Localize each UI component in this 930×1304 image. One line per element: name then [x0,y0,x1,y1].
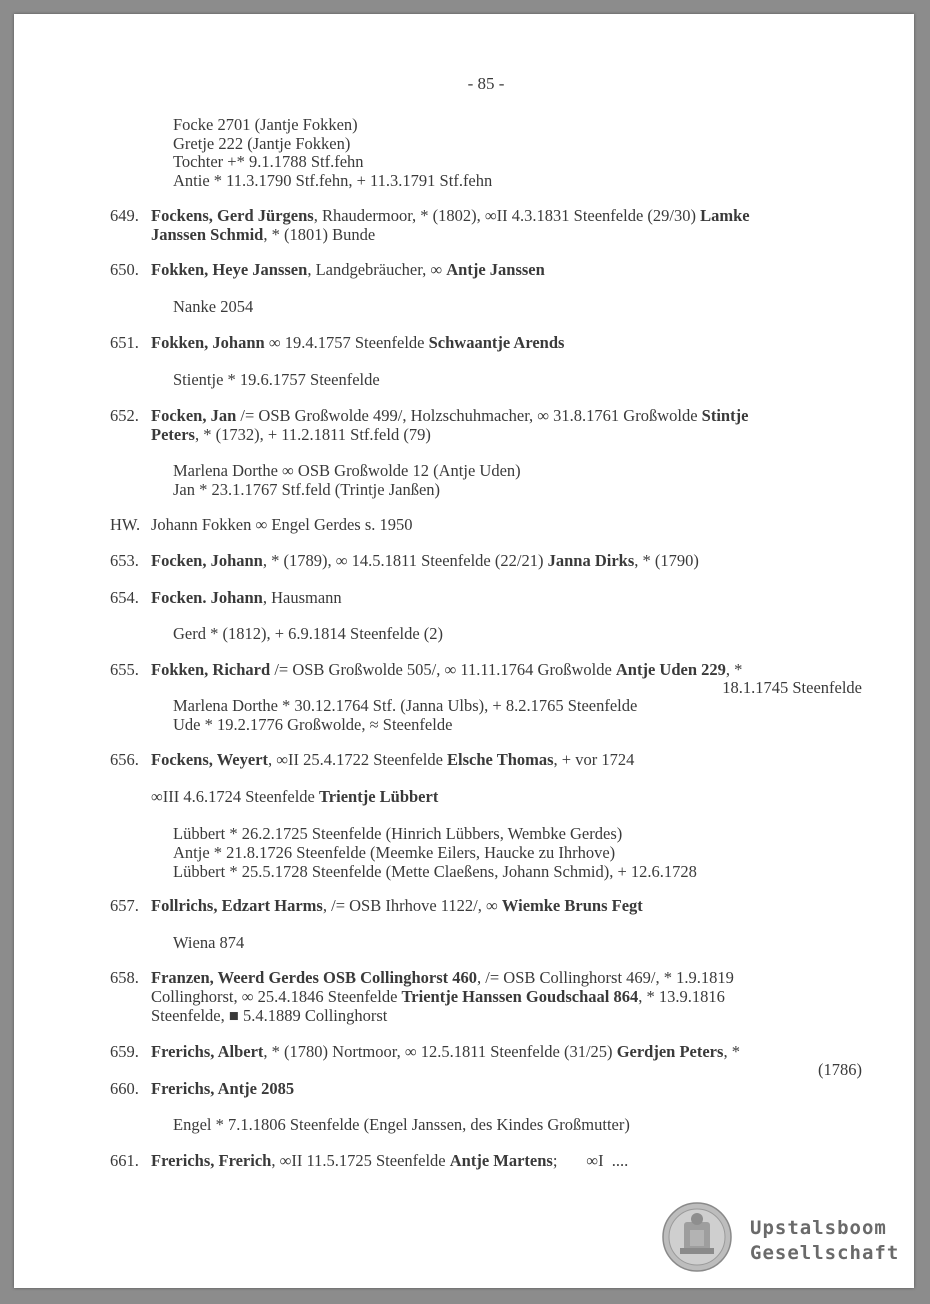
entry-name: Focken. Johann [151,588,263,607]
entry-name: Follrichs, Edzart Harms [151,896,323,915]
spouse-name: Trientje Lübbert [319,787,439,806]
spouse-name: Peters [151,425,195,444]
wrapped-date: 18.1.1745 Steenfelde [722,678,862,697]
entry-number: 658. [110,968,139,987]
entry-number: 654. [110,588,139,607]
entry-number: 650. [110,260,139,279]
entry-number: 661. [110,1151,139,1170]
entry-name: Franzen, Weerd Gerdes OSB Collinghorst 460 [151,968,478,987]
document-page: - 85 - Focke 2701 (Jantje Fokken) Gretje 222 (Jantje Fokken) Tochter +* 9.1.1788 Stf.fehn Antie * 11.3.1790 Stf.fehn, + 11.3.1791 Stf.fehn 649. Fockens, Gerd Jürgens, Rhaudermoor, * (1802), ∞II 4.3.1831 Steenfelde (29/30) Lamke Janssen Schmid, * (1801) Bunde 650. Fokken, Heye Janssen, Landgebräucher, ∞ Antje Janssen Nanke 2054 651. Fokken, Johann ∞ 19.4.1757 Steenfelde Schwaantje Arends Stientje * 19.6.1757 Steenfelde 652. Focken, Jan /= OSB Großwolde 499/, Holzschuhmacher, ∞ 31.8.1761 Großwolde Stintje Peters, * (1732), + 11.2.1811 Stf.feld (79) Marlena Dorthe ∞ OSB Großwolde 12 (Antje Uden) Jan * 23.1.1767 Stf.feld (Trintje Janßen) HW. Johann Fokken ∞ Engel Gerdes s. 1950 653. Focken, Johann, * (1789), ∞ 14.5.1811 Steenfelde (22/21) Janna Dirks, * (1790) 654. Focken. Johann, Hausmann Gerd * (1812), + 6.9.1814 Steenfelde (2) 655. Fokken, Richard /= OSB Großwolde 505/, ∞ 11.11.1764 Großwolde Antje Uden 229, * 18.1.1745 Steenfelde Marlena Dorthe * 30.12.1764 Stf. (Janna Ulbs), + 8.2.1765 Steenfelde Ude * 19.2.1776 Großwolde, ≈ Steenfelde 656. Fockens, Weyert, ∞II 25.4.1722 Steenfelde Elsche Thomas, + vor 1724 ∞III 4.6.1724 Steenfelde Trientje Lübbert Lübbert * 26.2.1725 Steenfelde (Hinrich Lübbers, Wembke Gerdes) Antje * 21.8.1726 Steenfelde (Meemke Eilers, Haucke zu Ihrhove) Lübbert * 25.5.1728 Steenfelde (Mette Claeßens, Johann Schmid), + 12.6.1728 657. Follrichs, Edzart Harms, /= OSB Ihrhove 1122/, ∞ Wiemke Bruns Fegt Wiena 874 658. Franzen, Weerd Gerdes OSB Collinghorst 460, /= OSB Collinghorst 469/, * 1.9.1819 Collinghorst, ∞ 25.4.1846 Steenfelde Trientje Hanssen Goudschaal 864, * 13.9.1816 Steenfelde, ■ 5.4.1889 Collinghorst 659. Frerichs, Albert, * (1780) Nortmoor, ∞ 12.5.1811 Steenfelde (31/25) Gerdjen Peters, * (1786) 660. Frerichs, Antje 2085 Engel * 7.1.1806 Steenfelde (Engel Janssen, des Kindes Großmutter) 661. Frerichs, Frerich, ∞II 11.5.1725 Steenfelde Antje Martens; ∞I .... Upstalsboom Gesellschaft [14,14,914,1288]
spouse-name: Lamke [700,206,750,225]
wrapped-date: (1786) [818,1060,862,1079]
entry-number: 649. [110,206,139,225]
entry-name: Focken, Johann [151,551,263,570]
entry-number: 652. [110,406,139,425]
logo-line2: Gesellschaft [750,1242,900,1264]
spouse-name: Janssen Schmid [151,225,264,244]
spouse-name: Trientje Hanssen Goudschaal 864 [401,987,639,1006]
spouse-name: Schwaantje Arends [428,333,565,352]
spouse-name: Antje Janssen [446,260,545,279]
entry-name: Fokken, Richard [151,660,271,679]
entry-name: Focken, Jan [151,406,237,425]
page-number: - 85 - [467,74,505,93]
entry-number: HW. [110,515,141,534]
entry-name: Frerichs, Albert [151,1042,264,1061]
entry-name: Frerichs, Frerich [151,1151,272,1170]
entry-number: 651. [110,333,139,352]
spouse-name: Elsche Thomas [447,750,554,769]
spouse-name: Stintje [701,406,749,425]
spouse-name: Antje Martens [449,1151,553,1170]
entry-name: Fockens, Gerd Jürgens [151,206,314,225]
entry-name: Fokken, Heye Janssen [151,260,308,279]
entry-number: 655. [110,660,139,679]
spouse-name: Wiemke Bruns Fegt [501,896,643,915]
entry-number: 656. [110,750,139,769]
logo-line1: Upstalsboom [750,1217,887,1239]
entry-number: 653. [110,551,139,570]
entry-name: Frerichs, Antje 2085 [151,1079,295,1098]
entry-number: 657. [110,896,139,915]
entry-name: Fockens, Weyert [151,750,269,769]
spouse-name: Janna Dirks [547,551,635,570]
entry-number: 660. [110,1079,139,1098]
entry-name: Fokken, Johann [151,333,265,352]
spouse-name: Gerdjen Peters [616,1042,724,1061]
seal-logo-icon [662,1202,732,1272]
entry-number: 659. [110,1042,139,1061]
spouse-name: Antje Uden 229 [615,660,726,679]
